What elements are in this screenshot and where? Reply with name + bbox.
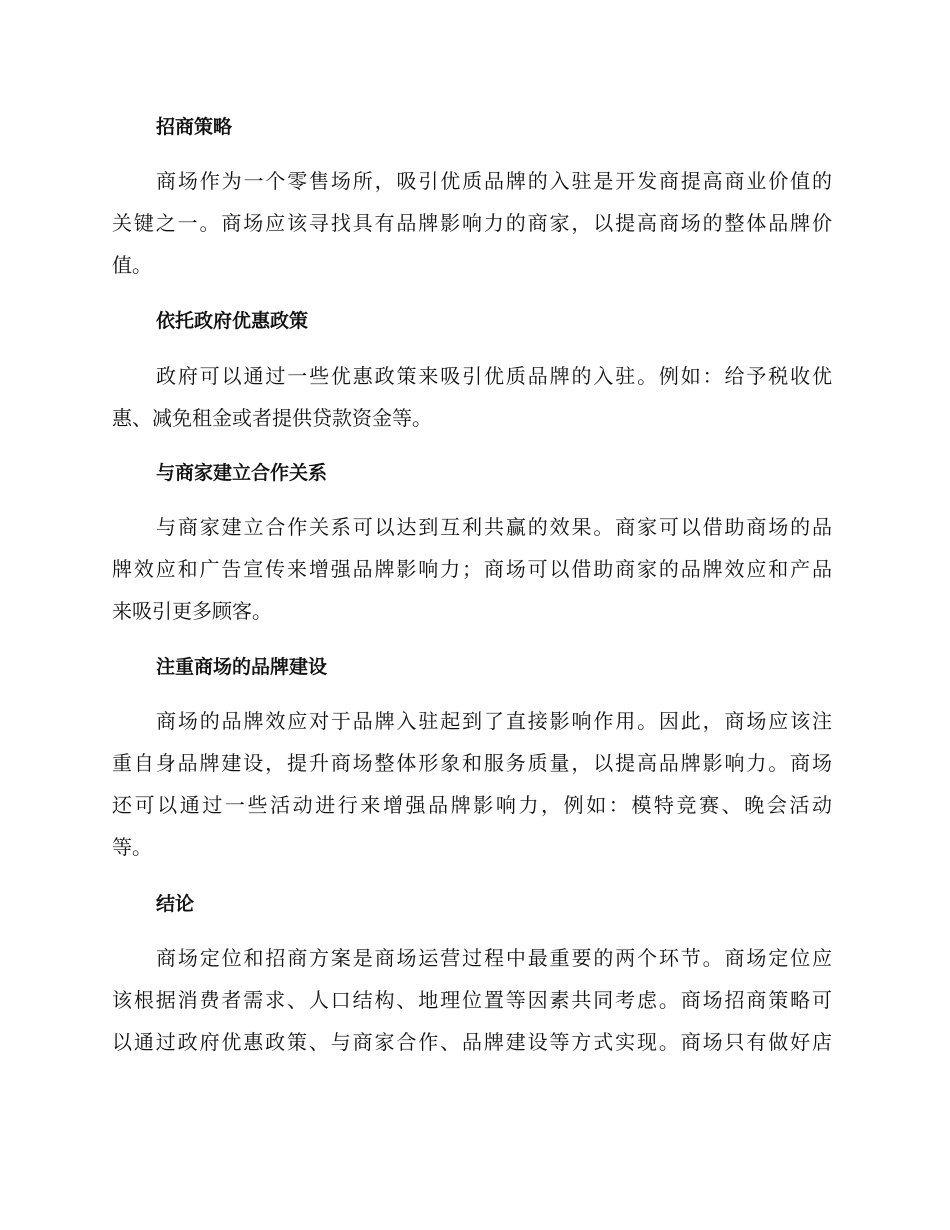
paragraph-line: 惠、减免租金或者提供贷款资金等。 bbox=[112, 406, 432, 430]
paragraph-line: 重自身品牌建设，提升商场整体形象和服务质量，以提高品牌影响力。商场 bbox=[112, 751, 832, 775]
section-heading-conclusion: 结论 bbox=[156, 893, 195, 915]
paragraph-line: 关键之一。商场应该寻找具有品牌影响力的商家，以提高商场的整体品牌价 bbox=[112, 211, 832, 235]
section-paragraph-government-policy bbox=[112, 355, 832, 439]
section-paragraph-merchant-cooperation bbox=[112, 506, 832, 632]
section-heading-merchant-cooperation: 与商家建立合作关系 bbox=[156, 462, 328, 484]
paragraph-line: 还可以通过一些活动进行来增强品牌影响力，例如：模特竞赛、晚会活动 bbox=[112, 793, 832, 817]
section-heading-government-policy: 依托政府优惠政策 bbox=[156, 310, 309, 332]
paragraph-line: 值。 bbox=[112, 253, 152, 277]
paragraph-line: 牌效应和广告宣传来增强品牌影响力；商场可以借助商家的品牌效应和产品 bbox=[112, 557, 832, 581]
paragraph-line: 政府可以通过一些优惠政策来吸引优质品牌的入驻。例如：给予税收优 bbox=[156, 364, 832, 388]
section-paragraph-brand-building bbox=[112, 700, 832, 868]
section-paragraph-recruitment-strategy bbox=[112, 160, 832, 286]
section-heading-recruitment-strategy: 招商策略 bbox=[156, 116, 233, 138]
paragraph-line: 商场的品牌效应对于品牌入驻起到了直接影响作用。因此，商场应该注 bbox=[156, 709, 832, 733]
paragraph-line: 商场定位和招商方案是商场运营过程中最重要的两个环节。商场定位应 bbox=[156, 946, 832, 970]
paragraph-line: 等。 bbox=[112, 835, 152, 859]
section-paragraph-conclusion bbox=[112, 937, 832, 1063]
section-heading-brand-building: 注重商场的品牌建设 bbox=[156, 656, 328, 678]
paragraph-line: 以通过政府优惠政策、与商家合作、品牌建设等方式实现。商场只有做好店 bbox=[112, 1030, 832, 1054]
paragraph-line: 与商家建立合作关系可以达到互利共赢的效果。商家可以借助商场的品 bbox=[156, 515, 832, 539]
paragraph-line: 该根据消费者需求、人口结构、地理位置等因素共同考虑。商场招商策略可 bbox=[112, 988, 832, 1012]
paragraph-line: 来吸引更多顾客。 bbox=[112, 599, 272, 623]
paragraph-line: 商场作为一个零售场所，吸引优质品牌的入驻是开发商提高商业价值的 bbox=[156, 169, 832, 193]
